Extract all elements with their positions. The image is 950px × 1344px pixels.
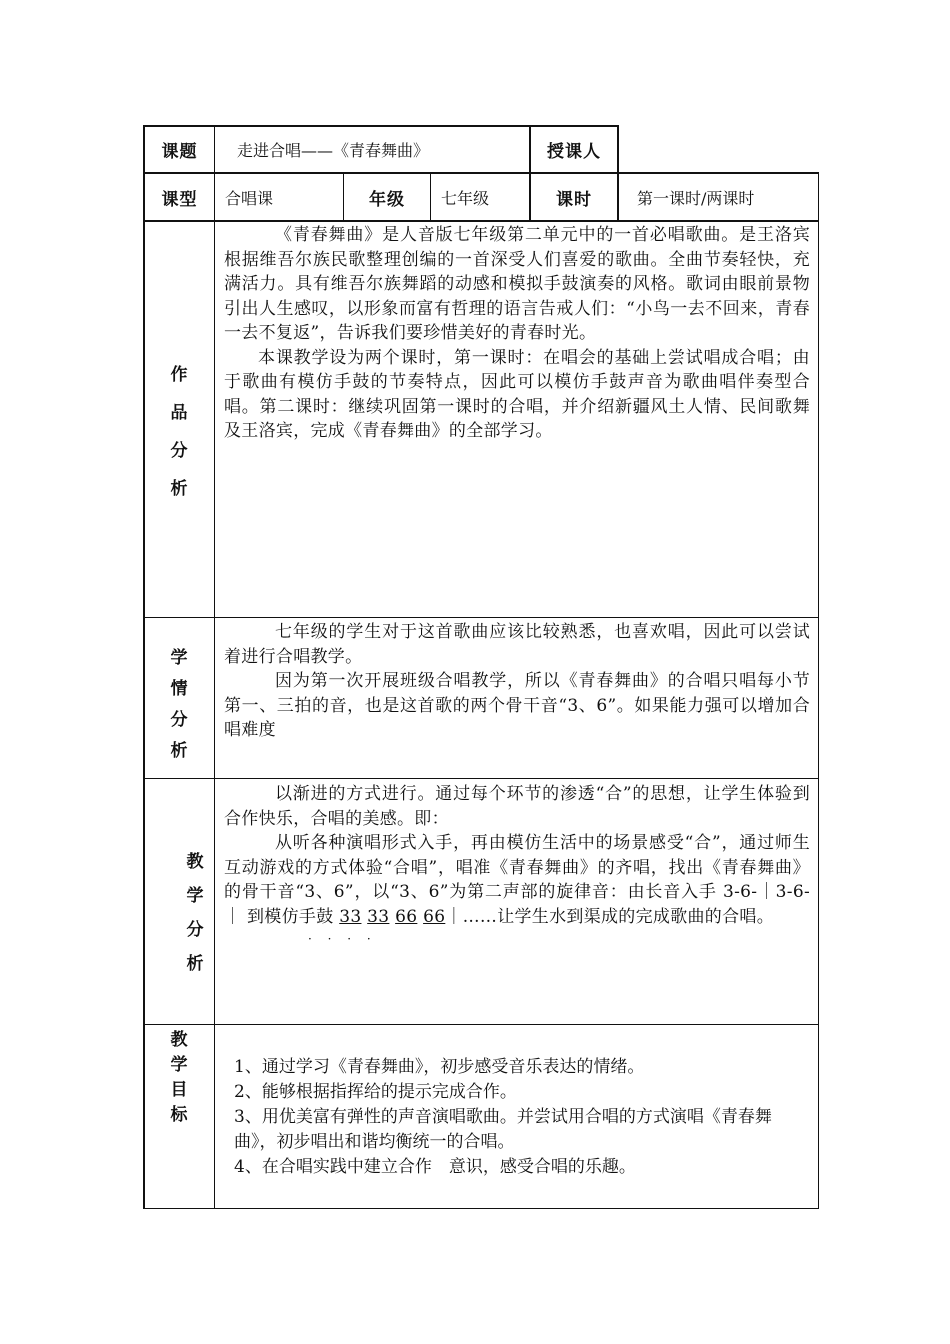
teaching-paragraph-1: 以渐进的方式进行。通过每个环节的渗透“合”的思想，让学生体验到合作快乐，合唱的美感。即： — [224, 784, 810, 829]
grid-line — [143, 1208, 819, 1209]
rhythm-note: 33 — [367, 906, 390, 927]
teaching-analysis-content — [224, 782, 810, 949]
topic-label: 课题 — [161, 142, 198, 162]
goal-item-3: 3、用优美富有弹性的声音演唱歌曲。并尝试用合唱的方式演唱《青春舞曲》，初步唱出和谐均衡统一的合唱。 — [234, 1107, 772, 1152]
teaching-goals-content — [224, 1055, 810, 1180]
type-label: 课型 — [161, 189, 198, 210]
rhythm-note: 66 — [395, 906, 418, 927]
teacher-label: 授课人 — [547, 142, 601, 162]
rhythm-note: 33 — [339, 906, 362, 927]
goal-item-2: 2、能够根据指挥给的提示完成合作。 — [234, 1082, 517, 1102]
teaching-paragraph-2: 从听各种演唱形式入手，再由模仿生活中的场景感受“合”，通过师生互动游戏的方式体验“合唱”，唱准《青春舞曲》的齐唱，找出《青春舞曲》的骨干音“3、6”，以“3、6”为第二声部的旋律音：由长音入手 3-6-｜3-6-｜ 到模仿手鼓 33 33 66 66｜……让学生水到渠成的完成歌曲的合唱。 — [224, 833, 810, 927]
grid-line — [143, 778, 819, 779]
type-value: 合唱课 — [225, 188, 274, 208]
grid-line — [143, 125, 145, 1209]
teacher-value — [619, 127, 818, 172]
grid-line — [818, 172, 819, 1209]
student-analysis-label: 学 情 分 析 — [170, 648, 188, 761]
rhythm-dots: · · · · — [308, 932, 377, 946]
grid-line — [143, 617, 819, 618]
works-analysis-label: 作 品 分 析 — [170, 365, 188, 499]
rhythm-note: 66 — [423, 906, 446, 927]
teaching-analysis-label: 教 学 分 析 — [186, 852, 204, 974]
teaching-goals-label: 教 学 目 标 — [170, 1030, 188, 1125]
works-paragraph-1: 《青春舞曲》是人音版七年级第二单元中的一首必唱歌曲。是王洛宾根据维吾尔族民歌整理创编的一首深受人们喜爱的歌曲。全曲节奏轻快，充满活力。具有维吾尔族舞蹈的动感和模拟手鼓演奏的风格。歌词由眼前景物引出人生感叹，以形象而富有哲理的语言告戒人们：“小鸟一去不回来，青春一去不复返”，告诉我们要珍惜美好的青春时光。 — [224, 225, 810, 343]
grid-line — [143, 1024, 819, 1025]
period-value: 第一课时/两课时 — [637, 188, 755, 208]
goal-item-4: 4、在合唱实践中建立合作 意识，感受合唱的乐趣。 — [234, 1157, 636, 1177]
works-paragraph-2: 本课教学设为两个课时，第一课时：在唱会的基础上尝试唱成合唱；由于歌曲有模仿手鼓的节奏特点，因此可以模仿手鼓声音为歌曲唱伴奏型合唱。第二课时：继续巩固第一课时的合唱，并介绍新疆风土人情、民间歌舞及王洛宾，完成《青春舞曲》的全部学习。 — [224, 347, 810, 441]
period-label: 课时 — [556, 189, 592, 210]
grid-line — [143, 220, 819, 222]
student-paragraph-1: 七年级的学生对于这首歌曲应该比较熟悉，也喜欢唱，因此可以尝试着进行合唱教学。 — [224, 622, 810, 667]
goal-item-1: 1、通过学习《青春舞曲》，初步感受音乐表达的情绪。 — [234, 1057, 645, 1077]
topic-value: 走进合唱——《青春舞曲》 — [237, 141, 430, 160]
student-analysis-content — [224, 620, 810, 743]
grid-line — [214, 125, 215, 1209]
grade-label: 年级 — [369, 189, 405, 210]
works-analysis-content — [224, 223, 810, 444]
grade-value: 七年级 — [441, 188, 490, 208]
student-paragraph-2: 因为第一次开展班级合唱教学，所以《青春舞曲》的合唱只唱每小节第一、三拍的音，也是这首歌的两个骨干音“3、6”。如果能力强可以增加合唱难度 — [224, 671, 810, 740]
